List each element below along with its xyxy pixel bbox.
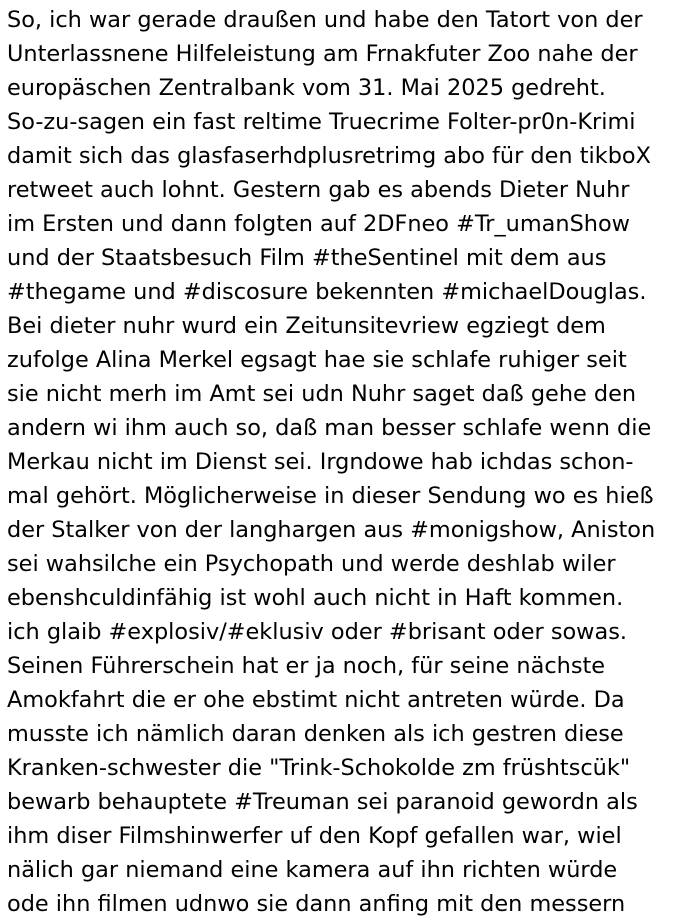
text-line: Seinen Führerschein hat er ja noch, für seine nächste	[7, 653, 606, 679]
text-line: nälich gar niemand eine kamera auf ihn richten würde	[7, 857, 618, 883]
text-line: ich glaib #explosiv/#eklusiv oder #brisant oder sowas.	[7, 619, 627, 645]
text-line: So-zu-sagen ein fast reltime Truecrime Folter-pr0n-Krimi	[7, 109, 636, 135]
text-line: und der Staatsbesuch Film #theSentinel mit dem aus	[7, 245, 607, 271]
text-line: Kranken-schwester die "Trink-Schokolde zm früshtscük"	[7, 755, 631, 781]
text-line: andern wi ihm auch so, daß man besser schlafe wenn die	[7, 415, 652, 441]
text-line: der Stalker von der langhargen aus #monigshow, Aniston	[7, 517, 656, 543]
text-line: ode ihn filmen udnwo sie dann anfing mit den messern	[7, 891, 626, 917]
text-line: ihm diser Filmshinwerfer uf den Kopf gefallen war, wiel	[7, 823, 622, 849]
text-line: sie nicht merh im Amt sei udn Nuhr saget daß gehe den	[7, 381, 637, 407]
text-line: europäschen Zentralbank vom 31. Mai 2025 gedreht.	[7, 75, 606, 101]
text-line: mal gehört. Möglicherweise in dieser Sendung wo es hieß	[7, 483, 654, 509]
text-line: sei wahsilche ein Psychopath und werde deshlab wiler	[7, 551, 616, 577]
text-line: Amokfahrt die er ohe ebstimt nicht antreten würde. Da	[7, 687, 625, 713]
text-line: Bei dieter nuhr wurd ein Zeitunsitevriew egziegt dem	[7, 313, 606, 339]
text-line: im Ersten und dann folgten auf 2DFneo #Tr_umanShow	[7, 211, 630, 237]
text-line: ebenshculdinfähig ist wohl auch nicht in Haft kommen.	[7, 585, 624, 611]
text-line: #thegame und #discosure bekennten #michaelDouglas.	[7, 279, 647, 305]
text-line: zufolge Alina Merkel egsagt hae sie schlafe ruhiger seit	[7, 347, 627, 373]
text-line: bewarb behauptete #Treuman sei paranoid gewordn als	[7, 789, 638, 815]
text-line: So, ich war gerade draußen und habe den Tatort von der	[7, 7, 643, 33]
text-line: musste ich nämlich daran denken als ich gestren diese	[7, 721, 624, 747]
document-body	[7, 3, 683, 921]
text-line: retweet auch lohnt. Gestern gab es abends Dieter Nuhr	[7, 177, 630, 203]
text-line: Merkau nicht im Dienst sei. Irgndowe hab ichdas schon-	[7, 449, 634, 475]
text-line: Unterlassnene Hilfeleistung am Frnakfuter Zoo nahe der	[7, 41, 638, 67]
text-line: damit sich das glasfaserhdplusretrimg abo für den tikboX	[7, 143, 651, 169]
